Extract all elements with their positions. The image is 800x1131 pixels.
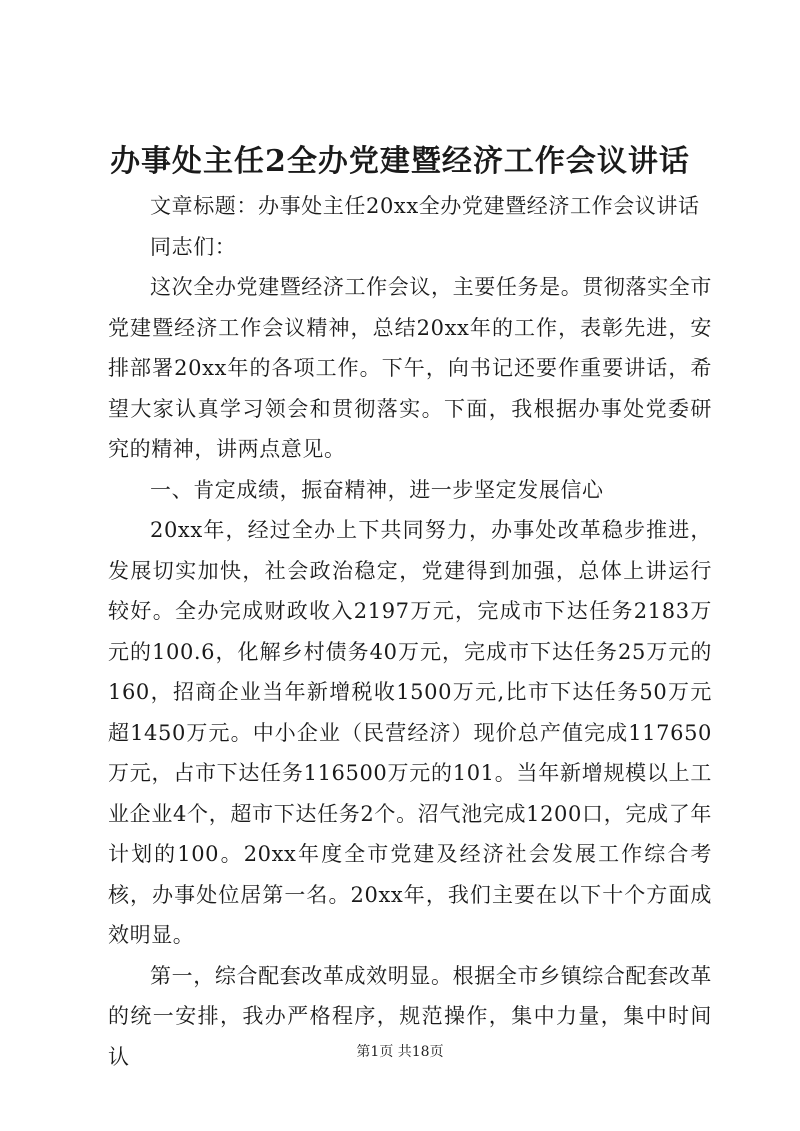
document-body	[108, 186, 712, 1077]
paragraph-intro: 这次全办党建暨经济工作会议，主要任务是。贯彻落实全市党建暨经济工作会议精神，总结20xx年的工作，表彰先进，安排部署20xx年的各项工作。下午，向书记还要作重要讲话，希望大家认真学习领会和贯彻落实。下面，我根据办事处党委研究的精神，讲两点意见。	[108, 275, 712, 461]
article-title-line: 文章标题：办事处主任20xx全办党建暨经济工作会议讲话	[150, 194, 700, 218]
page-footer: 第1页 共18页	[356, 1044, 444, 1060]
salutation: 同志们：	[150, 234, 237, 259]
paragraph-achievements: 20xx年，经过全办上下共同努力，办事处改革稳步推进，发展切实加快，社会政治稳定，党建得到加强，总体上讲运行较好。全办完成财政收入2197万元，完成市下达任务2183万元的100.6，化解乡村债务40万元，完成市下达任务25万元的160，招商企业当年新增税收1500万元,比市下达任务50万元超1450万元。中小企业（民营经济）现价总产值完成117650万元，占市下达任务116500万元的101。当年新增规模以上工业企业4个，超市下达任务2个。沼气池完成1200口，完成了年计划的100。20xx年度全市党建及经济社会发展工作综合考核，办事处位居第一名。20xx年，我们主要在以下十个方面成效明显。	[108, 518, 712, 947]
paragraph-first-point: 第一，综合配套改革成效明显。根据全市乡镇综合配套改革的统一安排，我办严格程序，规范操作，集中力量，集中时间认	[108, 963, 712, 1069]
document-title: 办事处主任2全办党建暨经济工作会议讲话	[110, 144, 690, 179]
section-heading: 一、肯定成绩，振奋精神，进一步坚定发展信心	[150, 477, 604, 502]
